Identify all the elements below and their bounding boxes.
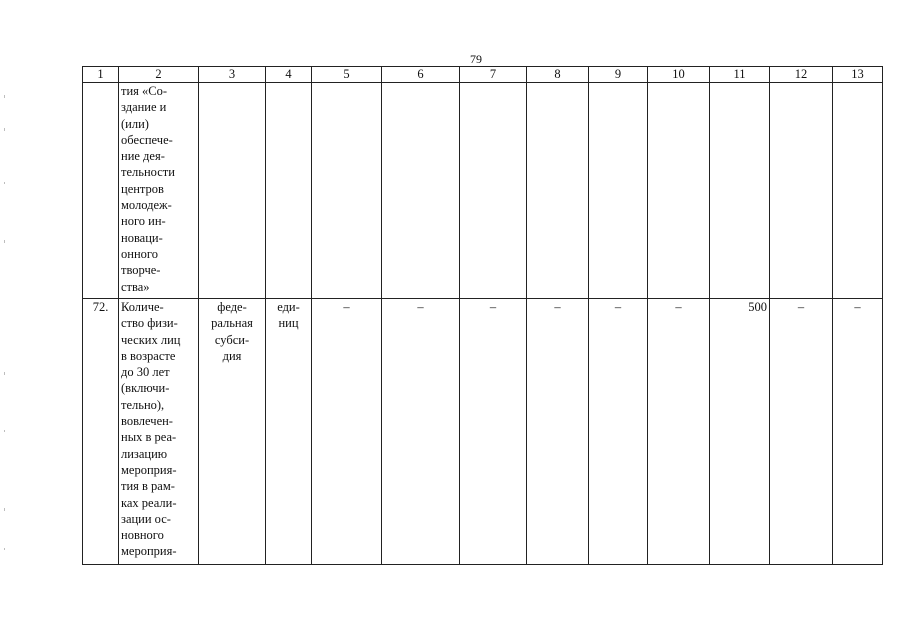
- value-cell: [527, 83, 589, 299]
- text-line: (включи-: [121, 381, 170, 396]
- page-number: 79: [470, 52, 482, 66]
- unit-of-measure: [266, 299, 312, 565]
- text-line: тельно),: [121, 397, 165, 412]
- text-line: в возрасте: [121, 348, 176, 363]
- text-line: (или): [121, 116, 149, 131]
- scan-edge-mark: [4, 95, 5, 98]
- text-line: новного: [121, 528, 164, 543]
- text-line: ного ин-: [121, 214, 166, 229]
- text-line: феде-: [217, 300, 247, 314]
- value-cell: [460, 83, 527, 299]
- text-line: ческих лиц: [121, 332, 181, 347]
- row-number: [83, 83, 119, 299]
- text-line: ральная: [211, 316, 253, 331]
- value-cell: [833, 83, 883, 299]
- scan-edge-mark: [4, 372, 5, 375]
- value-cell: –: [770, 299, 833, 565]
- value-cell: [770, 83, 833, 299]
- text-line: молодеж-: [121, 198, 172, 213]
- funding-source: [199, 299, 266, 565]
- column-header: 1: [83, 67, 119, 83]
- value-cell: [382, 83, 460, 299]
- text-line: мероприя-: [121, 544, 177, 559]
- scan-edge-mark: [4, 240, 5, 243]
- value-cell: [589, 83, 648, 299]
- indicator-name: [119, 83, 199, 299]
- text-line: ние дея-: [121, 149, 165, 164]
- text-line: онного: [121, 246, 158, 261]
- column-header: 12: [770, 67, 833, 83]
- text-line: Количе-: [121, 300, 164, 314]
- text-line: тия в рам-: [121, 479, 175, 494]
- text-line: творче-: [121, 263, 161, 278]
- column-number-row: [83, 67, 883, 83]
- scan-edge-mark: [4, 508, 5, 511]
- text-line: ниц: [278, 316, 299, 331]
- indicator-name: [119, 299, 199, 565]
- scan-edge-mark: [4, 430, 5, 432]
- column-header: 2: [119, 67, 199, 83]
- value-cell: –: [527, 299, 589, 565]
- scan-edge-mark: [4, 182, 5, 184]
- text-line: ных в реа-: [121, 430, 177, 445]
- text-line: тельности: [121, 165, 175, 180]
- text-line: центров: [121, 181, 164, 196]
- table-row: [83, 83, 883, 299]
- text-line: еди-: [277, 300, 300, 314]
- funding-source: [199, 83, 266, 299]
- value-cell: [312, 83, 382, 299]
- text-line: вовлечен-: [121, 414, 173, 429]
- column-header: 3: [199, 67, 266, 83]
- text-line: обеспече-: [121, 132, 173, 147]
- table-row: [83, 299, 883, 565]
- scan-edge-mark: [4, 128, 5, 131]
- value-cell: [710, 83, 770, 299]
- value-cell: –: [589, 299, 648, 565]
- column-header: 7: [460, 67, 527, 83]
- value-cell: –: [648, 299, 710, 565]
- text-line: дия: [222, 348, 242, 363]
- scan-edge-mark: [4, 548, 5, 550]
- text-line: зации ос-: [121, 511, 171, 526]
- column-header: 6: [382, 67, 460, 83]
- text-line: тия «Со-: [121, 84, 168, 98]
- column-header: 13: [833, 67, 883, 83]
- text-line: до 30 лет: [121, 365, 170, 380]
- text-line: ства»: [121, 279, 150, 294]
- value-cell: [648, 83, 710, 299]
- column-header: 5: [312, 67, 382, 83]
- unit-of-measure: [266, 83, 312, 299]
- value-cell: –: [312, 299, 382, 565]
- indicators-table: [82, 66, 883, 565]
- value-cell: –: [460, 299, 527, 565]
- column-header: 11: [710, 67, 770, 83]
- column-header: 4: [266, 67, 312, 83]
- column-header: 10: [648, 67, 710, 83]
- text-line: мероприя-: [121, 462, 177, 477]
- text-line: лизацию: [121, 446, 168, 461]
- text-line: ство физи-: [121, 316, 178, 331]
- text-line: субси-: [214, 332, 250, 347]
- column-header: 9: [589, 67, 648, 83]
- column-header: 8: [527, 67, 589, 83]
- text-line: здание и: [121, 100, 167, 115]
- row-number: 72.: [83, 299, 119, 565]
- text-line: ках реали-: [121, 495, 177, 510]
- value-cell: 500: [710, 299, 770, 565]
- value-cell: –: [833, 299, 883, 565]
- value-cell: –: [382, 299, 460, 565]
- text-line: новаци-: [121, 230, 163, 245]
